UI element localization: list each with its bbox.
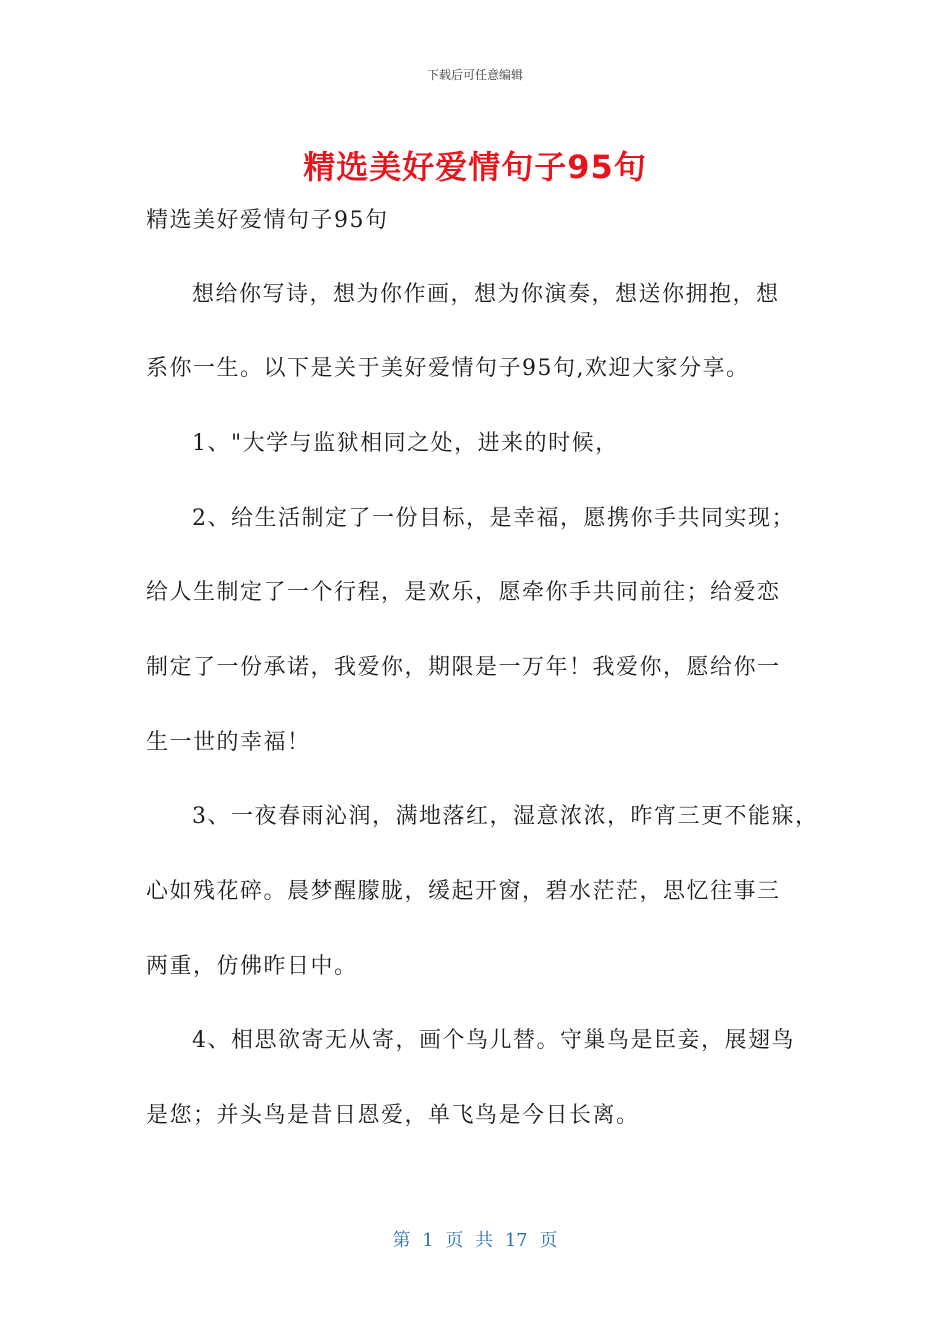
document-title: 精选美好爱情句子95句	[303, 148, 647, 186]
paragraph-line: 生一世的幸福！	[146, 730, 311, 755]
paragraph-line: 是您；并头鸟是昔日恩爱，单飞鸟是今日长离。	[146, 1103, 640, 1128]
subtitle-line: 精选美好爱情句子95句	[146, 208, 389, 233]
paragraph-line: 3、一夜春雨沁润，满地落红，湿意浓浓，昨宵三更不能寐，	[192, 804, 819, 829]
paragraph-line: 心如残花碎。晨梦醒朦胧，缓起开窗，碧水茫茫，思忆往事三	[146, 879, 781, 904]
paragraph-line: 系你一生。以下是关于美好爱情句子95句,欢迎大家分享。	[146, 356, 750, 381]
page-header: 下载后可任意编辑	[426, 68, 523, 82]
paragraph-line: 2、给生活制定了一份目标，是幸福，愿携你手共同实现；	[192, 506, 795, 531]
page-footer: 第 1 页 共 17 页	[392, 1230, 558, 1251]
paragraph-line: 制定了一份承诺，我爱你，期限是一万年！我爱你，愿给你一	[146, 655, 781, 680]
paragraph-line: 给人生制定了一个行程，是欢乐，愿牵你手共同前往；给爱恋	[146, 580, 781, 605]
paragraph-line: 1、"大学与监狱相同之处，进来的时候，	[192, 431, 619, 456]
paragraph-line: 4、相思欲寄无从寄，画个鸟儿替。守巢鸟是臣妾，展翅鸟	[192, 1028, 795, 1053]
paragraph-line: 两重，仿佛昨日中。	[146, 954, 358, 979]
paragraph-line: 想给你写诗，想为你作画，想为你演奏，想送你拥抱，想	[192, 282, 780, 307]
